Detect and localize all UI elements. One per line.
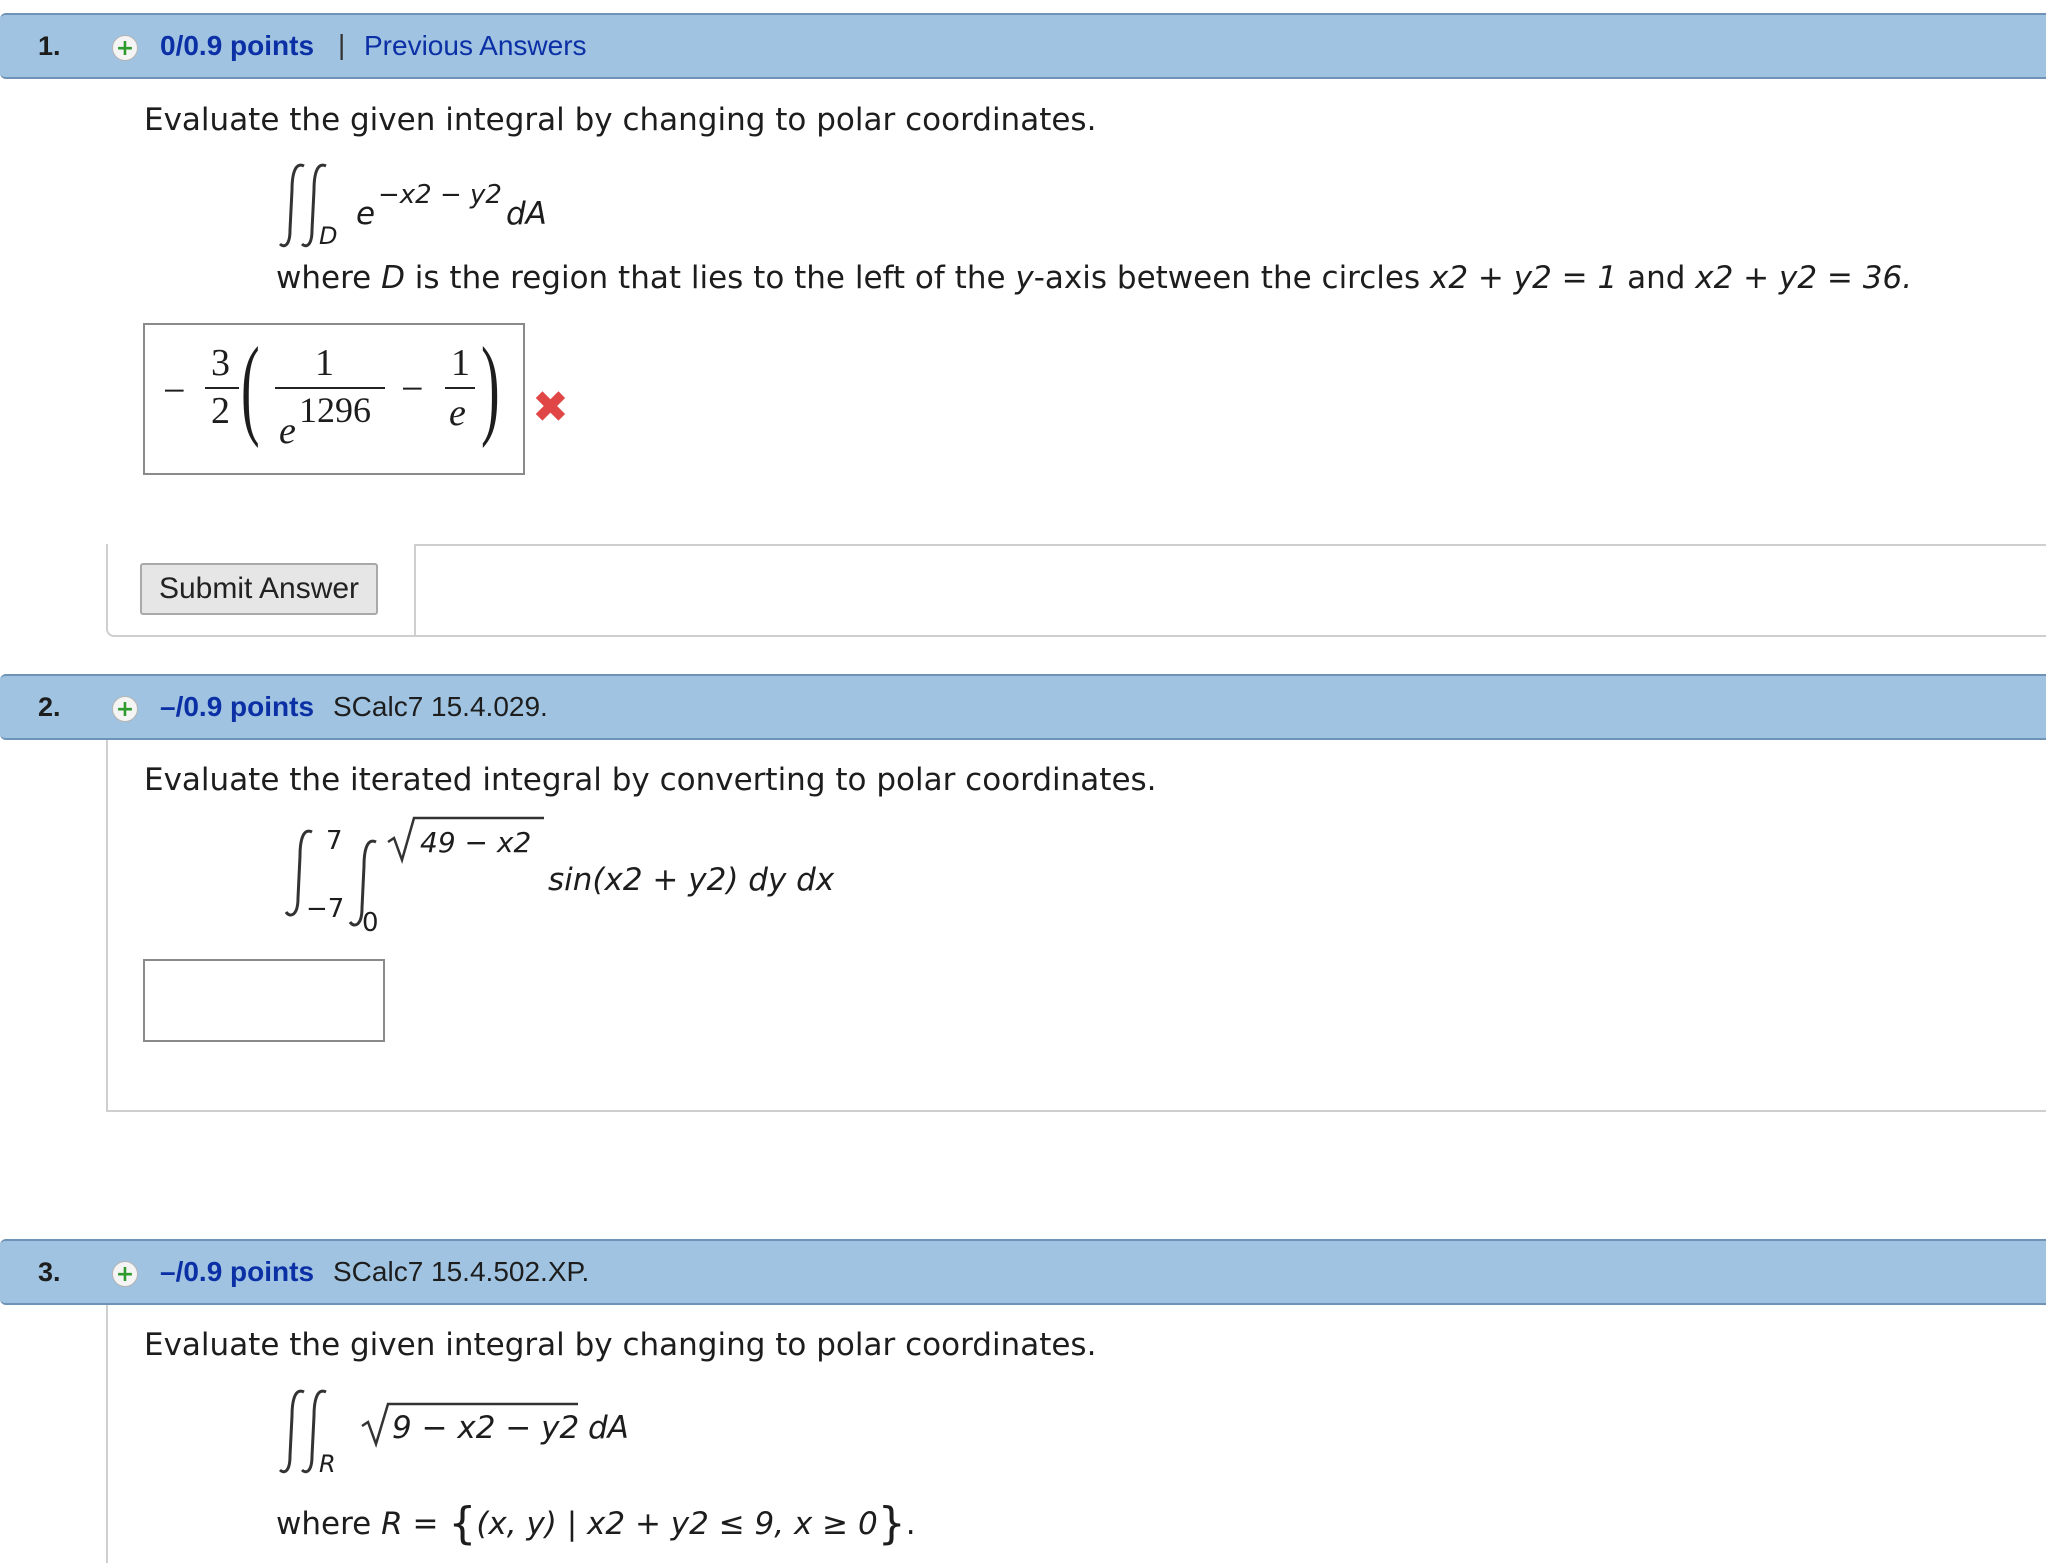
answer-frac-den: 2 (211, 390, 230, 432)
question-2-header (0, 674, 2046, 740)
question-number: 1. (38, 31, 61, 61)
answer-input-q2[interactable] (143, 959, 385, 1042)
question-number: 2. (38, 692, 61, 722)
region-subscript: D (319, 222, 338, 250)
answer-one-1: 1 (315, 342, 334, 384)
region-description: where D is the region that lies to the left of the y-axis between the circles x2 + y2 = 1 and x2 + y2 = 36. (276, 260, 1913, 296)
answer-e-2: e (449, 392, 466, 434)
incorrect-x-icon: ✖ (532, 382, 569, 433)
outer-upper-limit: 7 (326, 826, 343, 856)
expand-plus-icon[interactable]: + (112, 35, 138, 61)
question-2-prompt: Evaluate the iterated integral by converting to polar coordinates. (144, 762, 1157, 798)
region-subscript: R (319, 1450, 336, 1478)
double-integral-symbol (278, 160, 348, 252)
answer-minus: − (163, 368, 186, 413)
expand-plus-icon[interactable]: + (112, 696, 138, 722)
points-label: –/0.9 points (160, 691, 315, 722)
answer-e-exponent: 1296 (299, 390, 371, 430)
question-3-header (0, 1239, 2046, 1305)
previous-answers-link[interactable]: Previous Answers (364, 30, 587, 61)
submit-answer-button[interactable]: Submit Answer (140, 563, 378, 615)
answer-one-2: 1 (451, 342, 470, 384)
points-label: –/0.9 points (160, 1256, 315, 1287)
panel-side-border (414, 544, 416, 637)
outer-lower-limit: −7 (306, 894, 345, 924)
submit-panel (106, 544, 2046, 637)
inner-upper-limit: 49 − x2 (420, 826, 532, 859)
integrand-dA: dA (506, 196, 547, 232)
q2-integrand: sin(x2 + y2) dy dx (548, 862, 835, 898)
answer-minus-2: − (401, 366, 424, 411)
question-1-header (0, 13, 2046, 79)
problem-code: SCalc7 15.4.502.XP. (333, 1256, 590, 1287)
answer-input-q1[interactable] (143, 323, 525, 475)
panel-top-border (414, 544, 2046, 546)
region-definition: where R = {(x, y) | x2 + y2 ≤ 9, x ≥ 0}. (276, 1498, 916, 1549)
answer-e-base: e (279, 410, 296, 452)
question-3-prompt: Evaluate the given integral by changing to polar coordinates. (144, 1327, 1097, 1363)
integrand-base: e (356, 196, 376, 232)
separator: | (338, 29, 346, 60)
inner-lower-limit: 0 (362, 908, 379, 938)
question-1-prompt: Evaluate the given integral by changing to polar coordinates. (144, 102, 1097, 138)
points-label: 0/0.9 points (160, 30, 315, 61)
integrand-dA: dA (588, 1410, 629, 1446)
problem-code: SCalc7 15.4.029. (333, 691, 548, 722)
radicand: 9 − x2 − y2 (392, 1410, 580, 1446)
double-integral-symbol (278, 1386, 348, 1478)
answer-frac-num: 3 (211, 342, 230, 384)
question-number: 3. (38, 1257, 61, 1287)
answer-left-paren: ( (241, 325, 260, 449)
integrand-exponent: −x2 − y2 (378, 180, 502, 210)
answer-right-paren: ) (481, 325, 500, 449)
expand-plus-icon[interactable]: + (112, 1261, 138, 1287)
